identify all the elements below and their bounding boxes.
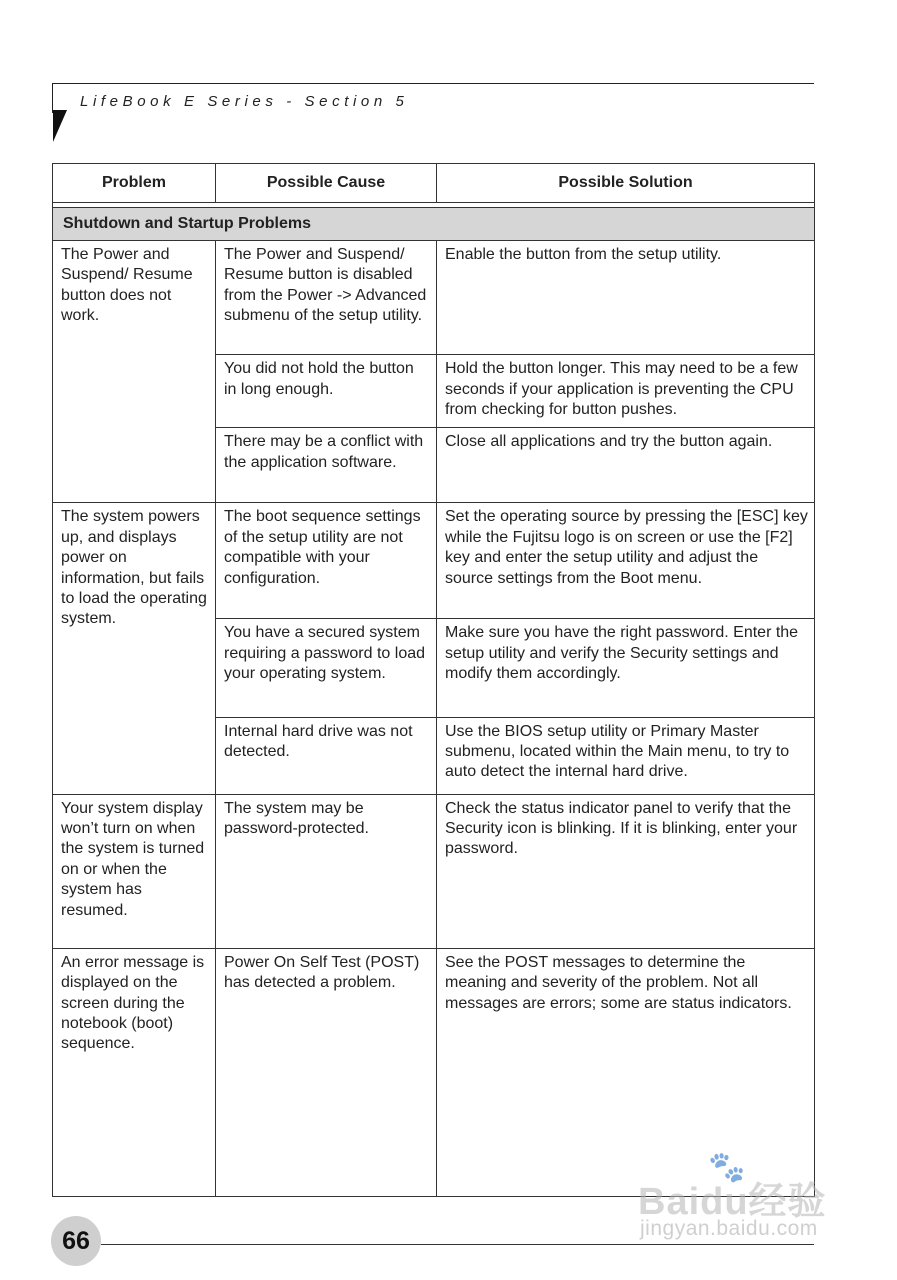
table-row xyxy=(53,948,815,1196)
column-header-problem: Problem xyxy=(53,164,216,203)
header-rule xyxy=(52,83,814,84)
cause-cell: The system may be password-protected. xyxy=(216,794,437,948)
paw-icon: 🐾 xyxy=(708,1151,746,1184)
problem-cell: The Power and Suspend/ Resume button does not work. xyxy=(53,241,216,503)
table-row xyxy=(53,241,815,355)
solution-cell: Close all applications and try the button again. xyxy=(437,428,815,503)
table-row xyxy=(53,503,815,619)
problem-cell: Your system display won’t turn on when the system is turned on or when the system has resumed. xyxy=(53,794,216,948)
solution-cell: Use the BIOS setup utility or Primary Master submenu, located within the Main menu, to try to auto detect the internal hard drive. xyxy=(437,717,815,794)
cause-cell: You have a secured system requiring a password to load your operating system. xyxy=(216,619,437,717)
column-header-cause: Possible Cause xyxy=(216,164,437,203)
column-header-solution: Possible Solution xyxy=(437,164,815,203)
footer-rule xyxy=(101,1244,814,1245)
solution-cell: Set the operating source by pressing the [ESC] key while the Fujitsu logo is on screen or use the [F2] key and enter the setup utility and adjust the source settings from the Boot menu. xyxy=(437,503,815,619)
watermark-brand: Baidu经验 xyxy=(638,1181,827,1223)
header-corner-mark xyxy=(53,110,67,142)
header-vertical-rule xyxy=(52,83,53,113)
problem-cell: An error message is displayed on the screen during the notebook (boot) sequence. xyxy=(53,948,216,1196)
watermark-url: jingyan.baidu.com xyxy=(640,1217,818,1240)
problem-cell: The system powers up, and displays power on information, but fails to load the operating system. xyxy=(53,503,216,794)
solution-cell: Hold the button longer. This may need to be a few seconds if your application is preventing the CPU from checking for button pushes. xyxy=(437,355,815,428)
table-header-row xyxy=(53,164,815,203)
troubleshooting-table xyxy=(52,163,815,1197)
running-header: LifeBook E Series - Section 5 xyxy=(80,93,409,110)
solution-cell: Check the status indicator panel to verify that the Security icon is blinking. If it is blinking, enter your password. xyxy=(437,794,815,948)
section-row xyxy=(53,208,815,241)
cause-cell: Internal hard drive was not detected. xyxy=(216,717,437,794)
solution-cell: Make sure you have the right password. Enter the setup utility and verify the Security settings and modify them accordingly. xyxy=(437,619,815,717)
solution-cell: See the POST messages to determine the meaning and severity of the problem. Not all messages are errors; some are status indicators. xyxy=(437,948,815,1196)
cause-cell: Power On Self Test (POST) has detected a problem. xyxy=(216,948,437,1196)
solution-cell: Enable the button from the setup utility. xyxy=(437,241,815,355)
table-row xyxy=(53,794,815,948)
cause-cell: The boot sequence settings of the setup utility are not compatible with your configuration. xyxy=(216,503,437,619)
section-title: Shutdown and Startup Problems xyxy=(53,208,815,241)
cause-cell: The Power and Suspend/ Resume button is disabled from the Power -> Advanced submenu of the setup utility. xyxy=(216,241,437,355)
cause-cell: There may be a conflict with the application software. xyxy=(216,428,437,503)
page-number: 66 xyxy=(62,1227,90,1255)
cause-cell: You did not hold the button in long enough. xyxy=(216,355,437,428)
